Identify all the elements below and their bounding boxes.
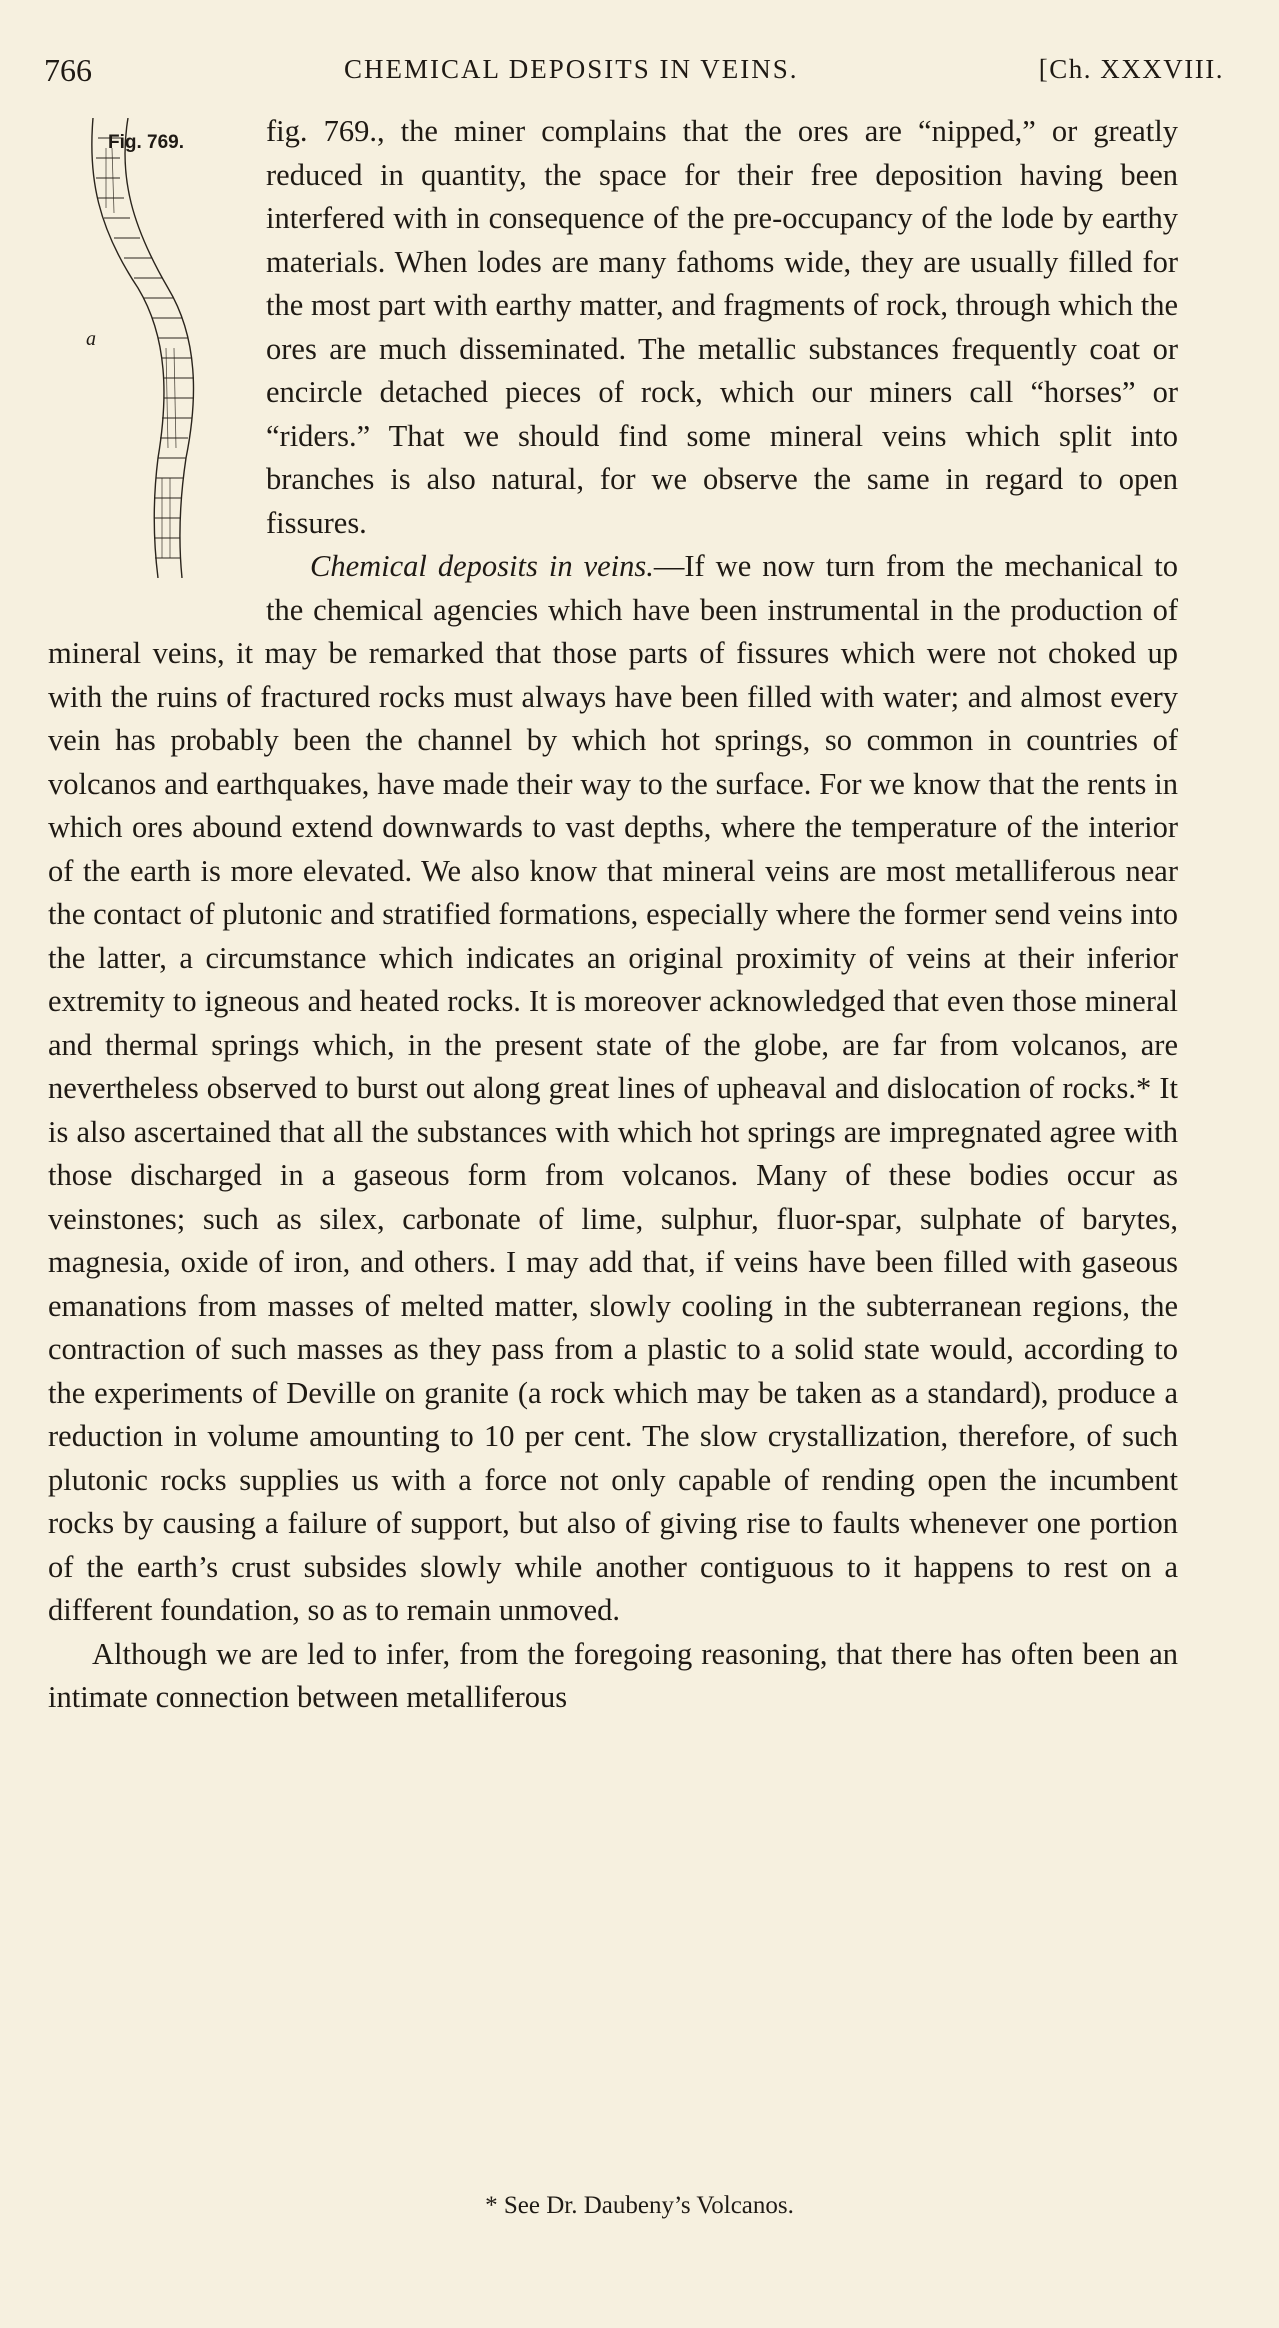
figure-marker-a: a: [86, 328, 96, 350]
footnote: * See Dr. Daubeny’s Volcanos.: [485, 2192, 794, 2219]
paragraph-1: fig. 769., the miner complains that the ores are “nipped,” or greatly reduced in quantity, the space for their free deposition having been interfered with in consequence of the pre-occupancy of the lode by earthy materials. When lodes are many fathoms wide, they are usually filled for the most part with earthy matter, and fragments of rock, through which the ores are much disseminated. The metallic substances frequently coat or encircle detached pieces of rock, which our miners call “horses” or “riders.” That we should find some mineral veins which split into branches is also natural, for we observe the same in regard to open fissures.: [266, 114, 1178, 540]
page-number: 766: [44, 52, 92, 88]
paragraph-3: Although we are led to infer, from the foregoing reasoning, that there has often been an intimate connection between metalliferous: [48, 1636, 1178, 1714]
paragraph-2: [48, 545, 1178, 1633]
running-title: CHEMICAL DEPOSITS IN VEINS.: [344, 54, 799, 84]
figure-wrap-space: [48, 110, 266, 595]
section-heading: Chemical deposits in veins.: [310, 549, 654, 583]
paragraph-2-text: —If we now turn from the mechanical to the chemical agencies which have been instrumental in the production of mineral veins, it may be remarked that those parts of fissures which were not choked up with the ruins of fractured rocks must always have been filled with water; and almost every vein has probably been the channel by which hot springs, so common in countries of volcanos and earthquakes, have made their way to the surface. For we know that the rents in which ores abound extend downwards to vast depths, where the temperature of the interior of the earth is more elevated. We also know that mineral veins are most metalliferous near the contact of plutonic and stratified formations, especially where the former send veins into the latter, a circumstance which indicates an original proximity of veins at their inferior extremity to igneous and heated rocks. It is moreover acknowledged that even those mineral and thermal springs which, in the present state of the globe, are far from volcanos, are nevertheless observed to burst out along great lines of upheaval and dislocation of rocks.* It is also ascertained that all the substances with which hot springs are impregnated agree with those discharged in a gaseous form from volcanos. Many of these bodies occur as veinstones; such as silex, carbonate of lime, sulphur, fluor-spar, sulphate of barytes, magnesia, oxide of iron, and others. I may add that, if veins have been filled with gaseous emanations from masses of melted matter, slowly cooling in the subterranean regions, the contraction of such masses as they pass from a plastic to a solid state would, according to the experiments of Deville on granite (a rock which may be taken as a standard), produce a reduction in volume amounting to 10 per cent. The slow crystallization, therefore, of such plutonic rocks supplies us with a force not only capable of rending open the incumbent rocks by causing a failure of support, but also of giving rise to faults whenever one portion of the earth’s crust subsides slowly while another contiguous to it happens to rest on a different foundation, so as to remain unmoved.: [48, 549, 1178, 1627]
page-header: [44, 52, 1224, 92]
body-text: [48, 110, 1178, 1720]
figure-label: Fig. 769.: [108, 132, 185, 153]
chapter-reference: [Ch. XXXVIII.: [1038, 54, 1224, 84]
